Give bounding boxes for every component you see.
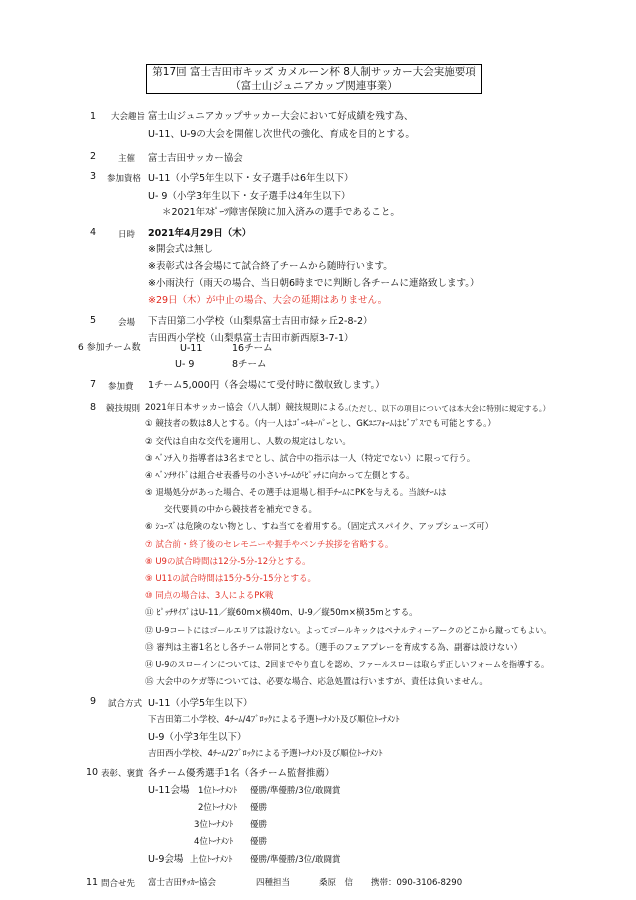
section-9-line-3: U-9（小学3年生以下） [148,732,247,743]
title-box [146,64,482,94]
team-count-u11-label: U-11 [180,343,203,354]
team-count-u9-label: U- 9 [175,359,195,370]
section-4-note-3: ※小雨決行（雨天の場合、当日朝6時までに判断し各チームに連絡致します。） [148,278,480,289]
award-u9-bracket: 上位ﾄｰﾅﾒﾝﾄ [190,855,233,865]
section-4-note-2: ※表彰式は各会場にて試合終了チームから随時行います。 [148,261,393,272]
award-u11-bracket-3-prizes: 優勝 [250,820,268,830]
rule-9: ⑨ U11の試合時間は15分-5分-15分とする。 [145,574,317,584]
rule-6: ⑥ ｼｭｰｽﾞは危険のない物とし、すね当てを着用する。（固定式スパイク、アップシューズ可） [145,522,494,532]
rule-8: ⑧ U9の試合時間は12分-5分-12分とする。 [145,557,311,567]
section-11-label: 問合せ先 [101,879,136,889]
team-count-u9-value: 8チーム [232,359,267,370]
section-3-line-2: U- 9（小学3年生以下・女子選手は4年生以下） [148,191,351,202]
rule-5-continued: 交代要員の中から競技者を補充できる。 [164,505,318,515]
section-9-label: 試合方式 [108,699,143,709]
section-5-label: 会場 [118,318,136,328]
section-7-label: 参加費 [108,382,134,392]
document-subtitle: （富士山ジュニアカップ関連事業） [230,80,398,92]
section-3-number: 3 [90,171,97,182]
section-4-number: 4 [90,227,97,238]
section-4-note-4: ※29日（木）が中止の場合、大会の延期はありません。 [148,295,388,306]
rule-3: ③ ﾍﾞﾝﾁ入り指導者は3名までとし、試合中の指示は一人（特定でない）に限って行う。 [145,454,476,464]
section-8-label: 競技規則 [106,404,141,414]
section-1-label: 大会趣旨 [111,112,146,122]
section-9-line-2: 下吉田第二小学校、4ﾁｰﾑ/4ﾌﾞﾛｯｸによる予選ﾄｰﾅﾒﾝﾄ及び順位ﾄｰﾅﾒﾝﾄ [148,715,400,725]
award-u11-bracket-4-prizes: 優勝 [250,837,268,847]
section-4-note-1: ※開会式は無し [148,244,213,255]
rule-13: ⑬ 審判は主審1名とし各チーム帯同とする。（選手のフェアプレーを育成する為、副審は設けない） [145,643,523,653]
award-u11-bracket-3: 3位ﾄｰﾅﾒﾝﾄ [194,820,234,830]
award-u9-venue: U-9会場 [148,854,184,865]
section-2-label: 主催 [118,154,136,164]
section-9-number: 9 [90,696,97,707]
section-2-line-1: 富士吉田サッカー協会 [148,153,243,164]
rule-14: ⑭ U-9のスローインについては、2回までやり直しを認め、ファールスローは取らず正しいフォームを指導する。 [145,660,550,669]
rule-4: ④ ﾍﾞﾝﾁｻｲﾄﾞは組合せ表番号の小さいﾁｰﾑがﾋﾟｯﾁに向かって左側とする。 [145,471,415,481]
section-11-number: 11 [86,877,99,888]
venue-2: 吉田西小学校（山梨県富士吉田市新西原3-7-1） [148,333,354,344]
section-4-label: 日時 [118,230,136,240]
contact-role: 四種担当 [256,878,291,888]
section-3-line-1: U-11（小学5年生以下・女子選手は6年生以下） [148,173,354,184]
team-count-u11-value: 16チーム [232,343,273,354]
award-u11-bracket-1-prizes: 優勝/準優勝/3位/敢闘賞 [250,786,341,796]
section-1-line-1: 富士山ジュニアカップサッカー大会において好成績を残す為、 [148,111,414,122]
section-8-intro: 2021年日本サッカー協会（八人制）競技規則による。 [145,403,354,413]
section-5-number: 5 [90,315,97,326]
award-u11-bracket-4: 4位ﾄｰﾅﾒﾝﾄ [194,837,234,847]
section-9-line-1: U-11（小学5年生以下） [148,698,253,709]
rule-7: ⑦ 試合前・終了後のセレモニーや握手やベンチ挨拶を省略する。 [145,540,394,550]
event-date: 2021年4月29日（木） [148,228,252,239]
section-8-intro-note: （ただし、以下の項目については本大会に特別に規定する。） [344,404,551,413]
rule-11: ⑪ ﾋﾟｯﾁｻｲｽﾞはU-11／縦60m×横40m、U-9／縦50m×横35mとする。 [145,608,418,618]
award-u9-bracket-prizes: 優勝/準優勝/3位/敢闘賞 [250,855,341,865]
rule-12: ⑫ U-9コートにはゴールエリアは設けない。よってゴールキックはペナルティーアークのどこから蹴ってもよい。 [145,626,552,635]
section-10-number: 10 [86,767,99,778]
rule-15: ⑮ 大会中のケガ等については、必要な場合、応急処置は行いますが、責任は負いません。 [145,677,488,687]
section-3-line-3: ＊2021年ｽﾎﾟｰﾂ障害保険に加入済みの選手であること。 [162,207,400,218]
rule-10: ⑩ 同点の場合は、3人によるPK戦 [145,591,274,601]
section-3-label: 参加資格 [107,174,142,184]
rule-2: ② 交代は自由な交代を適用し、人数の規定はしない。 [145,437,351,447]
section-7-line-1: 1チーム5,000円（各会場にて受付時に徴収致します。） [148,380,385,391]
section-8-number: 8 [90,402,97,413]
rule-5: ⑤ 退場処分があった場合、その選手は退場し相手ﾁｰﾑにPKを与える。当該ﾁｰﾑは [145,488,447,498]
contact-phone: 携帯：090-3106-8290 [371,878,463,888]
contact-organization: 富士吉田ｻｯｶｰ協会 [148,878,217,888]
section-6-number-label: 6 参加チーム数 [78,343,141,353]
contact-person: 桑原 信 [319,878,354,888]
document-title: 第17回 富士吉田市キッズ カメルーン杯 8人制サッカー大会実施要項 [152,66,476,78]
section-9-line-4: 吉田西小学校、4ﾁｰﾑ/2ﾌﾞﾛｯｸによる予選ﾄｰﾅﾒﾝﾄ及び順位ﾄｰﾅﾒﾝﾄ [148,749,383,759]
award-u11-venue: U-11会場 [148,785,190,796]
venue-1: 下吉田第二小学校（山梨県富士吉田市緑ヶ丘2-8-2） [148,316,373,327]
section-10-line-1: 各チーム優秀選手1名（各チーム監督推薦） [148,768,335,779]
section-1-number: 1 [90,111,97,122]
section-10-label: 表彰、褒賞 [101,769,144,779]
rule-1: ① 競技者の数は8人とする。（内一人はｺﾞｰﾙｷｰﾊﾟｰとし、GKﾕﾆﾌｫｰﾑはﾋﾞﾌﾞｽでも可能とする。） [145,419,496,429]
section-7-number: 7 [90,379,97,390]
section-2-number: 2 [90,151,97,162]
award-u11-bracket-2: 2位ﾄｰﾅﾒﾝﾄ [198,803,238,813]
award-u11-bracket-1: 1位ﾄｰﾅﾒﾝﾄ [198,786,238,796]
award-u11-bracket-2-prizes: 優勝 [250,803,268,813]
section-1-line-2: U-11、U-9の大会を開催し次世代の強化、育成を目的とする。 [148,129,415,140]
